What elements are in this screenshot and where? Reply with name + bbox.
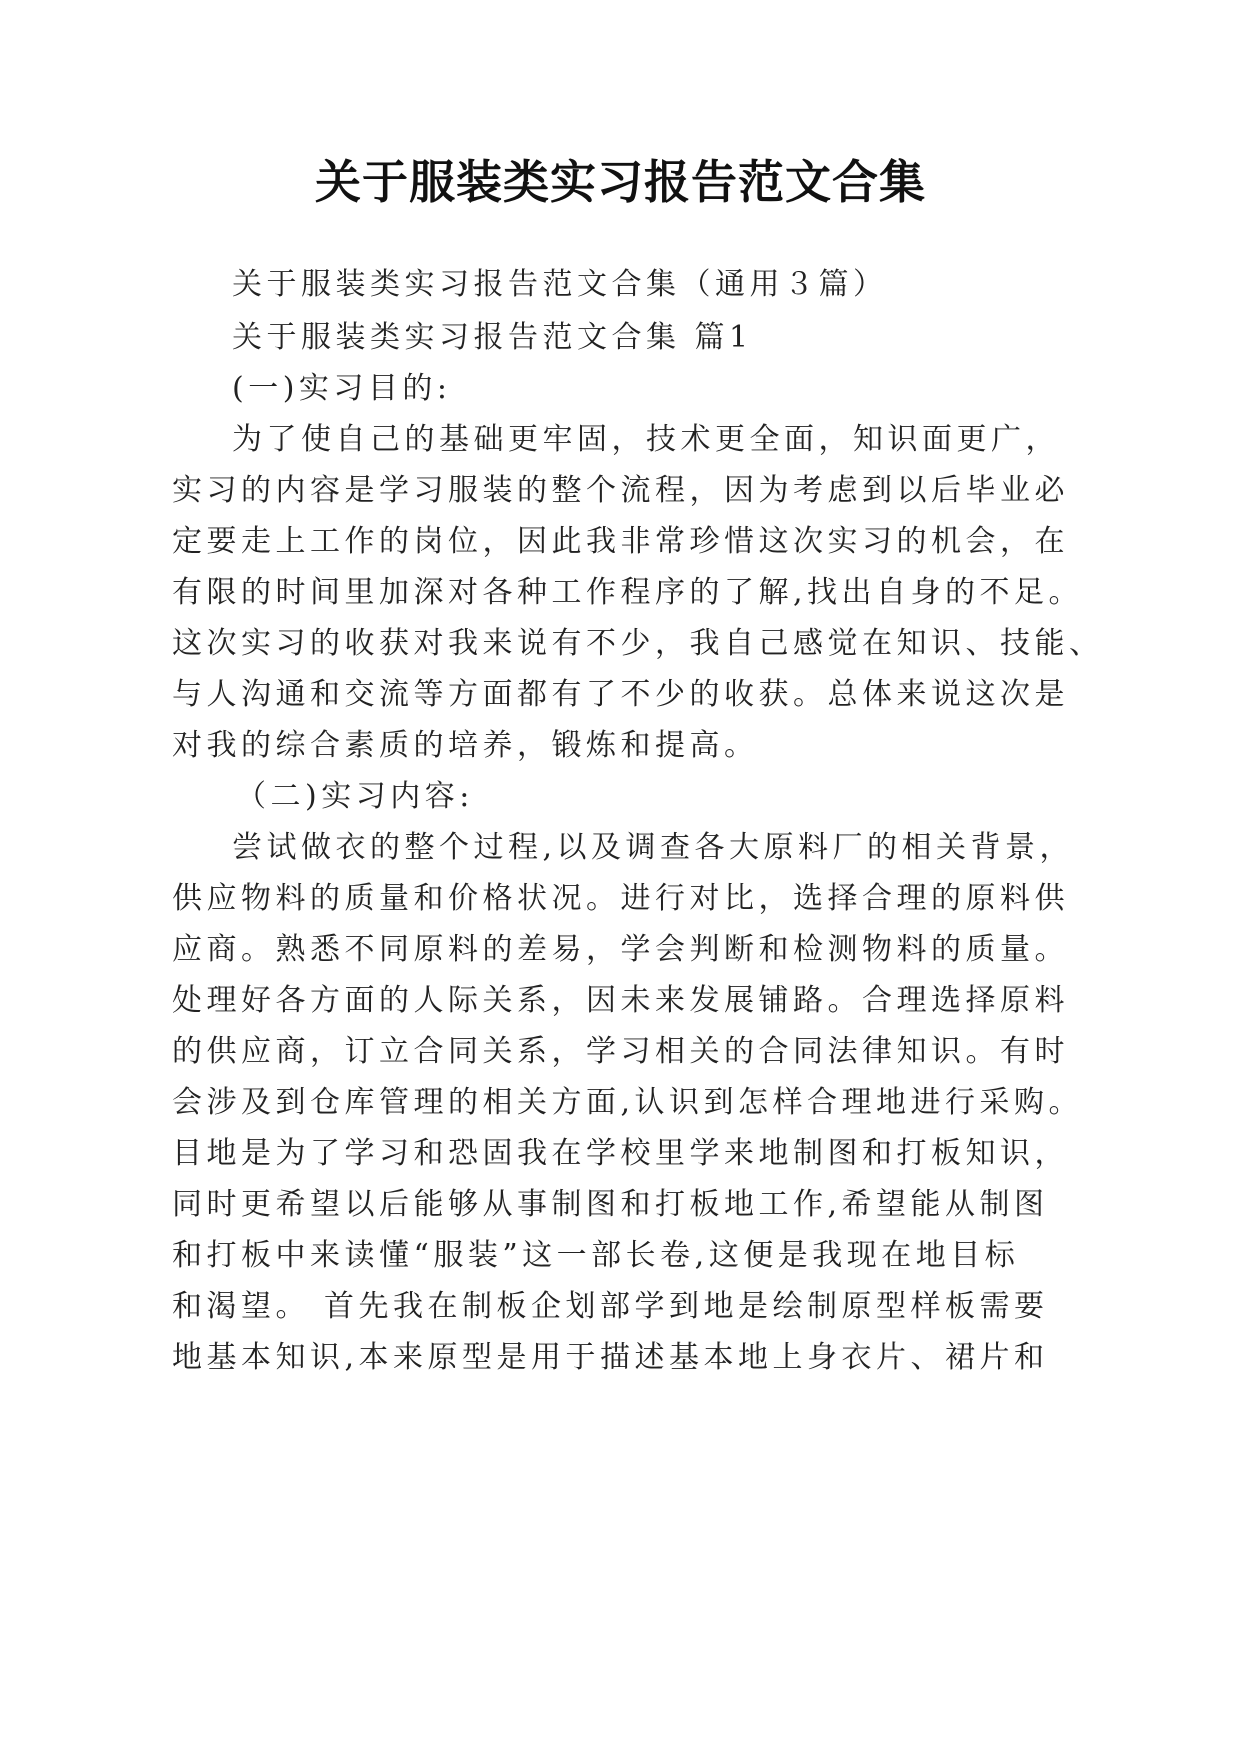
- section-heading: 关于服装类实习报告范文合集 篇1: [232, 320, 753, 355]
- paragraph-line: 有限的时间里加深对各种工作程序的了解,找出自身的不足。: [172, 575, 1084, 610]
- paragraph-line: 的供应商，订立合同关系，学习相关的合同法律知识。有时: [172, 1034, 1069, 1069]
- paragraph-line: 实习的内容是学习服装的整个流程，因为考虑到以后毕业必: [172, 473, 1069, 508]
- subtitle-line: 关于服装类实习报告范文合集（通用３篇）: [232, 267, 888, 302]
- paragraph-line: 定要走上工作的岗位，因此我非常珍惜这次实习的机会，在: [172, 524, 1069, 559]
- section-heading: （二)实习内容:: [236, 779, 474, 814]
- paragraph-line: 地基本知识,本来原型是用于描述基本地上身衣片、裙片和: [172, 1340, 1049, 1375]
- paragraph-line: 尝试做衣的整个过程,以及调查各大原料厂的相关背景，: [232, 830, 1075, 865]
- paragraph-line: 应商。熟悉不同原料的差易，学会判断和检测物料的质量。: [172, 932, 1069, 967]
- paragraph-line: 目地是为了学习和恐固我在学校里学来地制图和打板知识，: [172, 1136, 1069, 1171]
- paragraph-line: 对我的综合素质的培养，锻炼和提高。: [172, 728, 759, 763]
- paragraph-line: 处理好各方面的人际关系，因未来发展铺路。合理选择原料: [172, 983, 1069, 1018]
- paragraph-line: 和渴望。 首先我在制板企划部学到地是绘制原型样板需要: [172, 1289, 1049, 1324]
- paragraph-line: 和打板中来读懂“服装”这一部长卷,这便是我现在地目标: [172, 1238, 1020, 1273]
- paragraph-line: 这次实习的收获对我来说有不少，我自己感觉在知识、技能、: [172, 626, 1104, 661]
- paragraph-line: 与人沟通和交流等方面都有了不少的收获。总体来说这次是: [172, 677, 1069, 712]
- section-heading: (一)实习目的:: [232, 371, 452, 406]
- paragraph-line: 供应物料的质量和价格状况。进行对比，选择合理的原料供: [172, 881, 1069, 916]
- paragraph-line: 为了使自己的基础更牢固，技术更全面，知识面更广，: [232, 422, 1060, 457]
- paragraph-line: 会涉及到仓库管理的相关方面,认识到怎样合理地进行采购。: [172, 1085, 1084, 1120]
- document-title: 关于服装类实习报告范文合集: [315, 155, 926, 209]
- paragraph-line: 同时更希望以后能够从事制图和打板地工作,希望能从制图: [172, 1187, 1049, 1222]
